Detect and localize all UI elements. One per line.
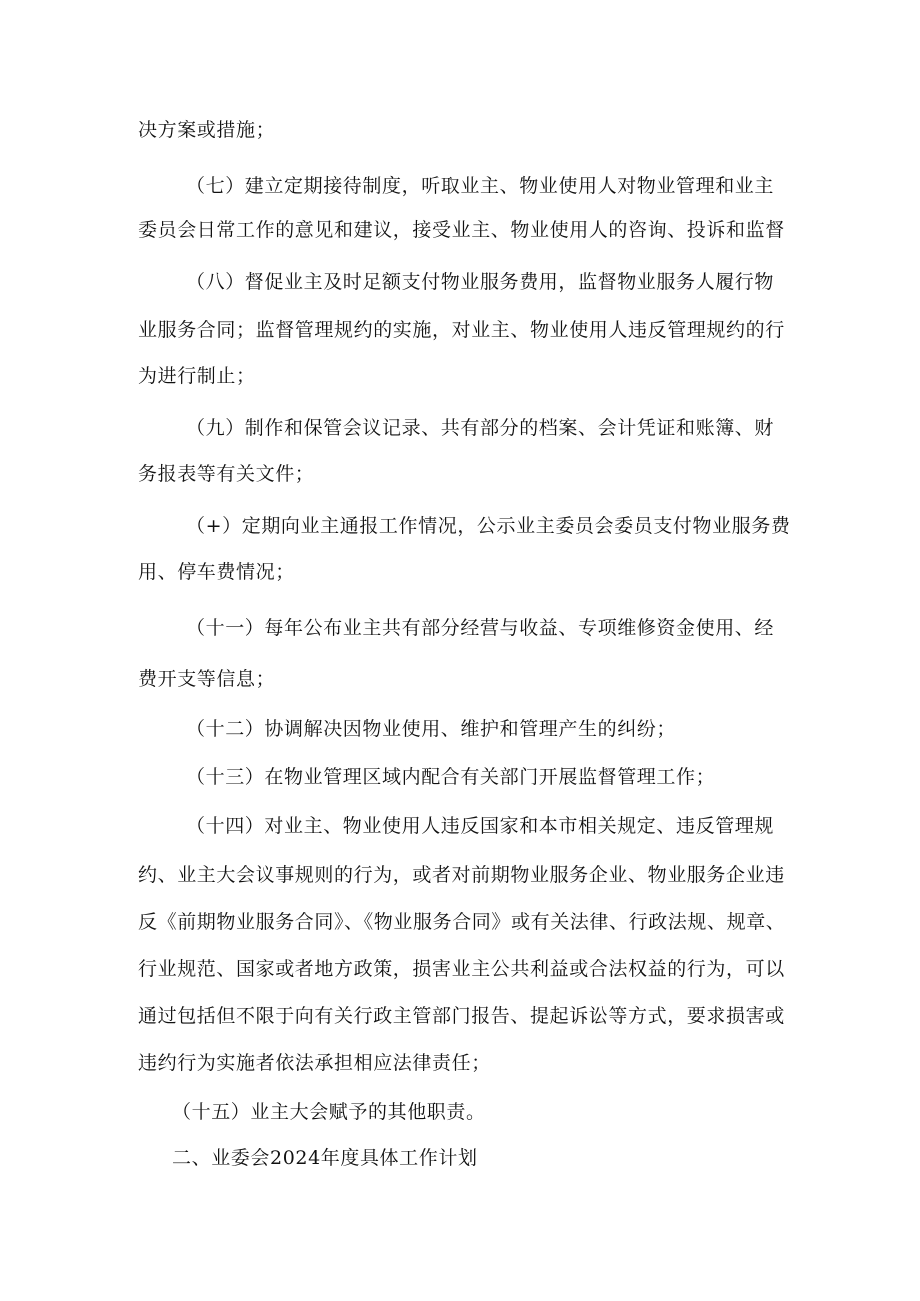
text-line-21: （十五）业主大会赋予的其他职责。 — [172, 1101, 486, 1123]
section-heading: 二、业委会2024年度具体工作计划 — [172, 1147, 478, 1169]
text-line-10: 用、停车费情况； — [138, 561, 295, 583]
text-line-17: 反《前期物业服务合同》、《物业服务合同》或有关法律、行政法规、规章、 — [138, 911, 786, 933]
text-line-6: 为进行制止； — [138, 365, 256, 387]
text-line-16: 约、业主大会议事规则的行为，或者对前期物业服务企业、物业服务企业违 — [138, 864, 785, 886]
text-line-7: （九）制作和保管会议记录、共有部分的档案、会计凭证和账簿、财 — [186, 417, 775, 439]
text-line-14: （十三）在物业管理区域内配合有关部门开展监督管理工作； — [186, 766, 716, 788]
text-line-13: （十二）协调解决因物业使用、维护和管理产生的纠纷； — [186, 718, 677, 740]
text-line-8: 务报表等有关文件； — [138, 463, 315, 485]
text-line-20: 违约行为实施者依法承担相应法律责任； — [138, 1052, 491, 1074]
text-line-12: 费开支等信息； — [138, 668, 276, 690]
text-line-5: 业服务合同；监督管理规约的实施，对业主、物业使用人违反管理规约的行 — [138, 319, 785, 341]
text-line-1: 决方案或措施； — [138, 119, 276, 141]
text-line-2: （七）建立定期接待制度，听取业主、物业使用人对物业管理和业主 — [186, 175, 775, 197]
text-line-4: （八）督促业主及时足额支付物业服务费用，监督物业服务人履行物 — [186, 271, 775, 293]
text-line-18: 行业规范、国家或者地方政策，损害业主公共利益或合法权益的行为，可以 — [138, 958, 785, 980]
text-line-11: （十一）每年公布业主共有部分经营与收益、专项维修资金使用、经 — [186, 617, 775, 639]
text-line-19: 通过包括但不限于向有关行政主管部门报告、提起诉讼等方式，要求损害或 — [138, 1005, 785, 1027]
text-line-9: （+）定期向业主通报工作情况，公示业主委员会委员支付物业服务费 — [186, 515, 791, 537]
text-line-15: （十四）对业主、物业使用人违反国家和本市相关规定、违反管理规 — [186, 815, 775, 837]
text-line-3: 委员会日常工作的意见和建议，接受业主、物业使用人的咨询、投诉和监督 — [138, 219, 785, 241]
